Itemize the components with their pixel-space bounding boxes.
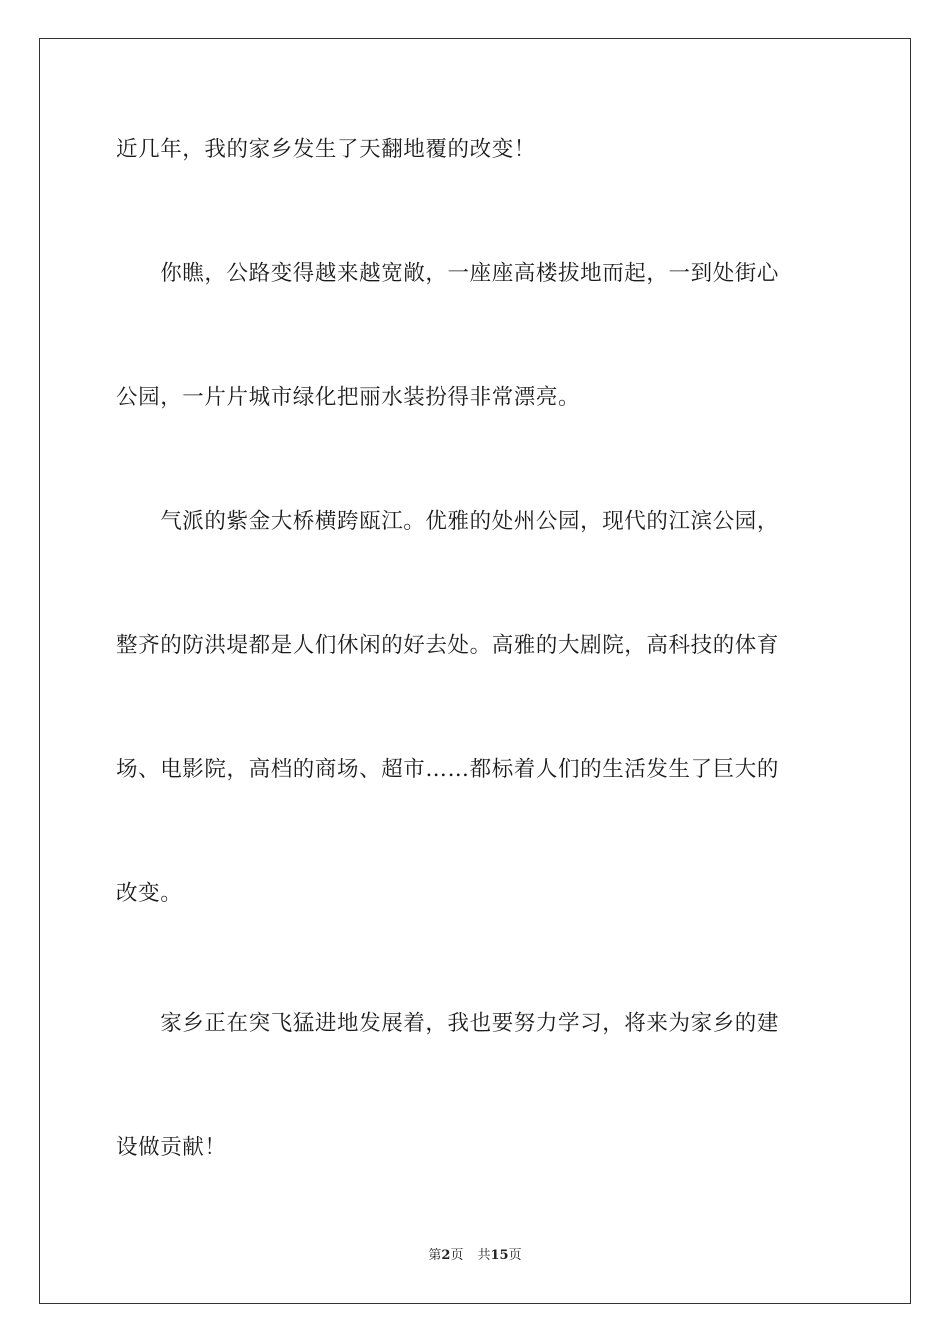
page-suffix: 页 [450, 1248, 464, 1263]
page-prefix: 第 [428, 1248, 442, 1263]
text-line-8: 家乡正在突飞猛进地发展着，我也要努力学习，将来为家乡的建 [116, 1011, 780, 1036]
text-line-7: 改变。 [116, 881, 183, 906]
page-number: 2 [441, 1248, 451, 1263]
page-border [39, 38, 911, 1304]
text-line-1: 近几年，我的家乡发生了天翻地覆的改变！ [116, 137, 536, 162]
text-line-5: 整齐的防洪堤都是人们休闲的好去处。高雅的大剧院，高科技的体育 [116, 633, 780, 658]
text-line-9: 设做贡献！ [116, 1135, 227, 1160]
text-line-3: 公园，一片片城市绿化把丽水装扮得非常漂亮。 [116, 385, 581, 410]
total-suffix: 页 [508, 1248, 522, 1263]
text-line-2: 你瞧，公路变得越来越宽敞，一座座高楼拔地而起，一到处街心 [116, 261, 780, 286]
text-line-6: 场、电影院，高档的商场、超市……都标着人们的生活发生了巨大的 [116, 757, 780, 782]
page-footer [0, 1247, 950, 1265]
total-pages: 15 [490, 1248, 509, 1263]
total-prefix: 共 [477, 1248, 491, 1263]
text-line-4: 气派的紫金大桥横跨瓯江。优雅的处州公园，现代的江滨公园， [116, 509, 780, 534]
